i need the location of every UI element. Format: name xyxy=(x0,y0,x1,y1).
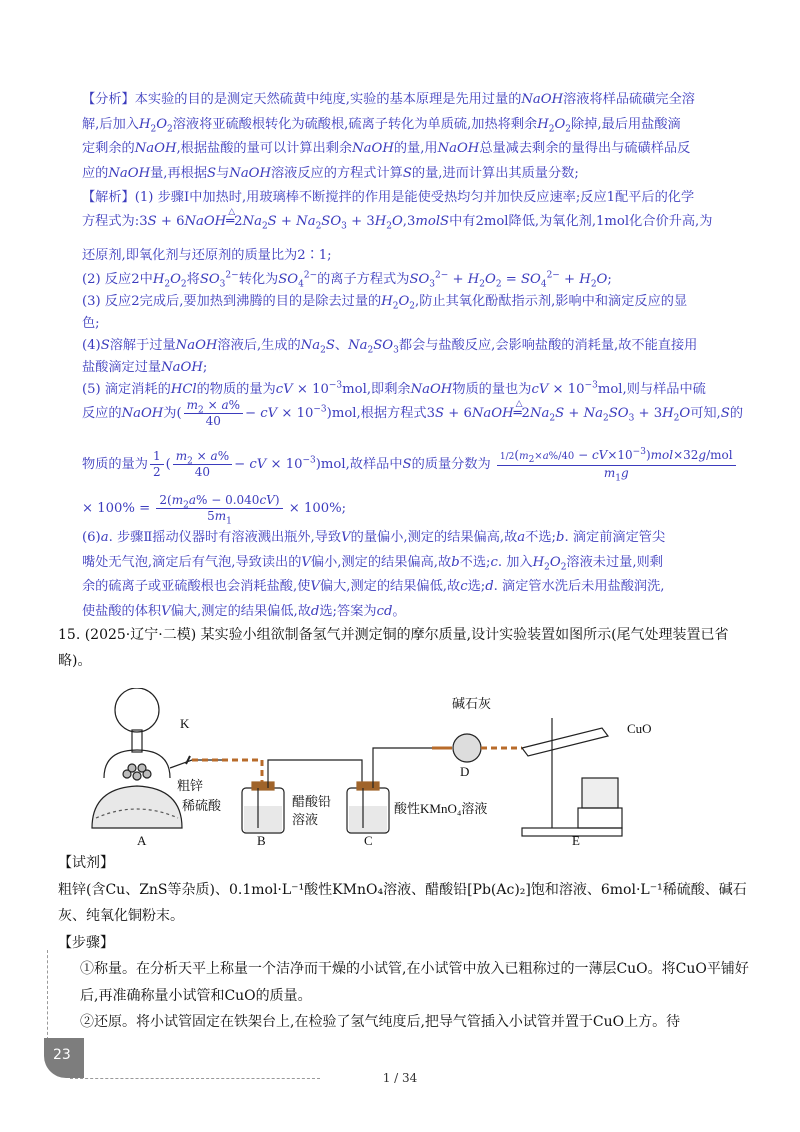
page-badge: 23 xyxy=(44,1038,84,1078)
page-number: 1 / 34 xyxy=(382,1071,418,1085)
question-15 xyxy=(58,622,748,674)
question-number: 15. xyxy=(58,627,81,643)
solution-p5-cont: 反应的NaOH为( $\frac{m_2 \times a\%}{40}$ − cV × $10^{-3})mol$,根据方程式3S + 6NaOH △ $═2Na_2S + Na_2SO_3 + 3H_2O$可知,S的 xyxy=(82,398,743,428)
steps-title: 【步骤】 xyxy=(58,934,114,951)
reagents-steps xyxy=(58,850,758,1036)
reagents-text: 粗锌(含Cu、ZnS等杂质)、0.1mol·L⁻¹酸性KMnO₄溶液、醋酸铅[Pb(Ac)₂]饱和溶液、6mol·L⁻¹稀硫酸、碱石灰、纯氧化铜粉末。 xyxy=(58,881,747,924)
label-d: D xyxy=(460,764,470,779)
solution-p5-cont2: 物质的量为 $\frac{1}{2}$ ( $\frac{m_2 \times a\%}{40}$ − cV × $10^{-3})mol$,故样品中S的质量分数为 $\frac{1/2(m_2\times a\%/40 - cV\times 10^{-3})mol\times 32g/mol}{m_1g}$ xyxy=(82,448,748,481)
solution-p5-cont3: × 100% = $\frac{2(m_2a\% - 0.040cV)}{5m_1}$ × 100%; xyxy=(82,493,347,527)
label-a: A xyxy=(137,833,147,848)
apparatus-figure xyxy=(82,688,682,848)
apparatus-d xyxy=(432,734,522,762)
label-zinc: 粗锌 xyxy=(177,778,204,793)
solution-p1-cont: 方程式为:3S + 6NaOH △ $═2Na_2S + Na_2SO_3$ + $3H_2O,3molS$中有2mol降低,为氧化剂,1mol化合价升高,为 还原剂,即氧化剂与还原剂的质量比为2∶1; (2) 反应2中$H_2O_2$将$SO_3^{2-}$转化为$SO_4^{2-}$的离子方程式为$SO_3^{2-} + H_2O_2 = SO_4^{2-} + H_2O$; (3) 反应2完成后,要加热到沸腾的目的是除去过量的$H_2O_2$,防止其氧化酚酞指示剂,影响中和滴定反应的显 色; (4)S溶解于过量NaOH溶液后,生成的$Na_2S$、$Na_2SO_3$都会与盐酸反应,会影响盐酸的消耗量,故不能直接用 盐酸滴定过量NaOH; (5) 滴定消耗的HCl的物质的量为cV × $10^{-3}mol$,即剩余NaOH物质的量也为cV × $10^{-3}mol$,则与样品中硫 xyxy=(82,207,713,397)
apparatus-c xyxy=(347,748,432,833)
step-1: ①称量。在分析天平上称量一个洁净而干燥的小试管,在小试管中放入已粗称过的一薄层CuO。将CuO平铺好后,再准确称量小试管和CuO的质量。 xyxy=(80,961,749,1004)
solution-tag: 【解析】 xyxy=(82,190,135,205)
label-leadacetate-1: 醋酸铅 xyxy=(292,794,332,809)
solution-p6: (6)a. 步骤Ⅱ摇动仪器时有溶液溅出瓶外,导致V的量偏小,测定的结果偏高,故a不选;b. 滴定前滴定管尖 嘴处无气泡,滴定后有气泡,导致读出的V偏小,测定的结果偏高,故b不选;c. 加入$H_2O_2$溶液未过量,则剩 余的硫离子或亚硫酸根也会消耗盐酸,使V偏大,测定的结果偏低,故c选;d. 滴定管水洗后未用盐酸润洗, 使盐酸的体积V偏大,测定的结果偏低,故d选;答案为cd。 xyxy=(82,530,666,619)
analysis-tag: 【分析】 xyxy=(82,92,135,107)
label-cuo: CuO xyxy=(627,721,652,736)
step-2: ②还原。将小试管固定在铁架台上,在检验了氢气纯度后,把导气管插入小试管并置于CuO上方。待 xyxy=(80,1014,681,1030)
label-c: C xyxy=(364,833,373,848)
label-b: B xyxy=(257,833,266,848)
margin-dash-vertical xyxy=(47,950,48,1040)
label-sodalime: 碱石灰 xyxy=(452,696,492,711)
label-acid: 稀硫酸 xyxy=(182,798,222,813)
question-source: (2025·辽宁·二模) xyxy=(84,627,197,643)
analysis-block: 【分析】本实验的目的是测定天然硫黄中纯度,实验的基本原理是先用过量的NaOH溶液将样品硫磺完全溶 解,后加入$H_2O_2$溶液将亚硫酸根转化为硫酸根,硫离子转化为单质硫,加热将剩余$H_2O_2$除掉,最后用盐酸滴 定剩余的NaOH,根据盐酸的量可以计算出剩余NaOH的量,用NaOH总量减去剩余的量得出与硫磺样品反 应的NaOH量,再根据S与NaOH溶液反应的方程式计算S的量,进而计算出其质量分数; 【解析】(1) 步骤Ⅰ中加热时,用玻璃棒不断搅拌的作用是能使受热均匀并加快反应速率;反应1配平后的化学 xyxy=(82,92,695,205)
label-e: E xyxy=(572,833,580,848)
label-kmno4: 酸性KMnO₄溶液 xyxy=(394,801,488,816)
label-k: K xyxy=(180,716,190,731)
reagents-title: 【试剂】 xyxy=(58,855,114,871)
apparatus-e xyxy=(522,718,622,836)
label-leadacetate-2: 溶液 xyxy=(292,812,319,827)
question-stem: 某实验小组欲制备氢气并测定铜的摩尔质量,设计实验装置如图所示(尾气处理装置已省略)。 xyxy=(58,627,729,669)
